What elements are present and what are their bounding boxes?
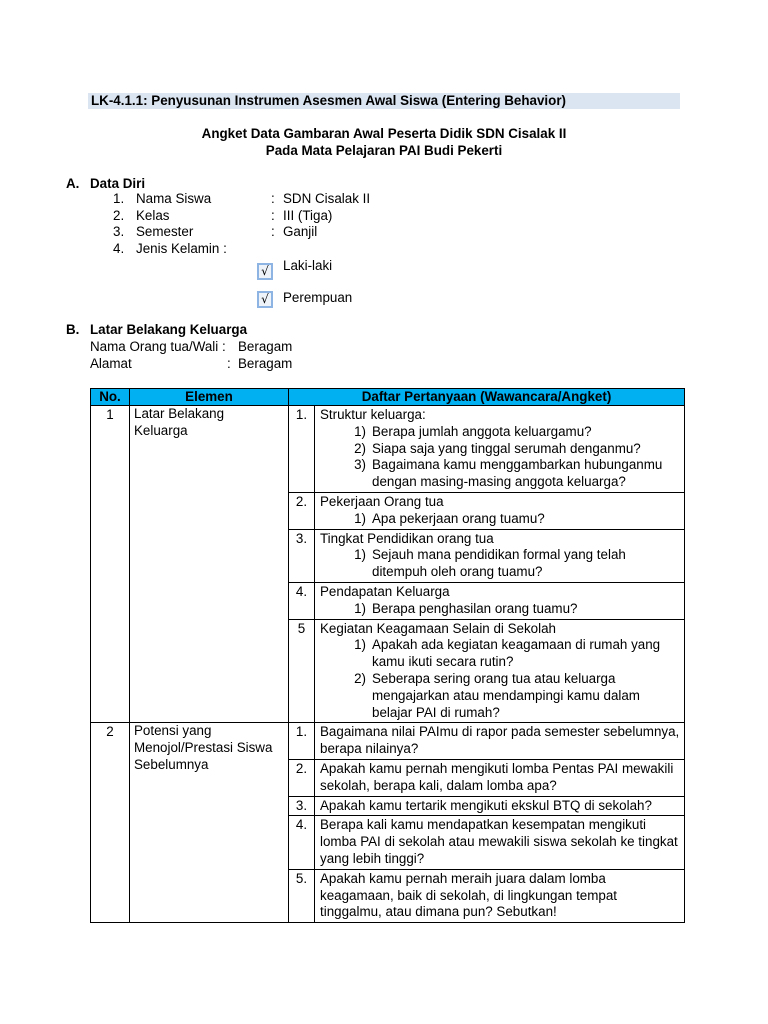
field-label-jenis-kelamin: Jenis Kelamin : [136, 241, 227, 256]
question-number: 2. [289, 492, 315, 529]
field-num: 1. [113, 191, 125, 206]
field-num: 2. [113, 208, 125, 223]
field-label-kelas: Kelas [136, 208, 170, 223]
document-code-title: LK-4.1.1: Penyusunan Instrumen Asesmen Awal Siswa (Entering Behavior) [91, 93, 566, 108]
question-number: 3. [289, 529, 315, 582]
element-cell: Latar Belakang Keluarga [130, 406, 289, 723]
question-number: 1. [289, 406, 315, 493]
question-text: Bagaimana nilai PAImu di rapor pada semester sebelumnya, berapa nilainya? [315, 723, 685, 760]
section-a-letter: A. [66, 176, 80, 191]
parent-name-label: Nama Orang tua/Wali : [90, 339, 226, 354]
sub-question: 2) Seberapa sering orang tua atau keluarga mengajarkan atau mendampingi kamu dalam belajar PAI di rumah? [354, 670, 640, 720]
field-value-nama-siswa: SDN Cisalak II [283, 191, 371, 206]
question-text: Apakah kamu tertarik mengikuti ekskul BTQ di sekolah? [315, 796, 685, 816]
field-value-semester: Ganjil [283, 224, 318, 239]
table-header-row [91, 389, 685, 406]
questionnaire-table [90, 388, 685, 923]
field-separator: : [271, 224, 275, 239]
section-b-title: Latar Belakang Keluarga [90, 322, 248, 337]
sub-question: 1) Apakah ada kegiatan keagamaan di rumah yang kamu ikuti secara rutin? [354, 637, 661, 670]
document-code-header [88, 93, 680, 109]
sub-question: 2) Siapa saja yang tinggal serumah denganmu? [354, 440, 641, 456]
field-label-nama-siswa: Nama Siswa [136, 191, 212, 206]
section-b-letter: B. [66, 322, 80, 337]
question-cell [315, 406, 685, 493]
question-text: Apakah kamu pernah mengikuti lomba Pentas PAI mewakili sekolah, berapa kali, dalam lomba apa? [315, 759, 685, 796]
question-number: 3. [289, 796, 315, 816]
sub-question: 1) Sejauh mana pendidikan formal yang telah ditempuh oleh orang tuamu? [354, 547, 626, 580]
address-label: Alamat [90, 356, 132, 371]
question-text: Struktur keluarga: [320, 407, 426, 422]
checkbox-laki-laki[interactable]: √ [257, 263, 273, 280]
question-cell [315, 619, 685, 723]
sub-question: 1) Berapa jumlah anggota keluargamu? [354, 423, 592, 439]
sub-question: 1) Berapa penghasilan orang tuamu? [354, 600, 578, 616]
address-value: Beragam [238, 356, 293, 371]
question-text: Apakah kamu pernah meraih juara dalam lomba keagamaan, baik di sekolah, di lingkungan tempat tinggalmu, atau dimana pun? Sebutkan! [315, 869, 685, 922]
parent-name-value: Beragam [238, 339, 293, 354]
table-row [91, 723, 685, 760]
address-separator: : [227, 356, 231, 371]
field-separator: : [271, 191, 275, 206]
row-number: 1 [91, 406, 130, 723]
field-num: 3. [113, 224, 125, 239]
section-a-title: Data Diri [90, 176, 146, 191]
question-number: 5. [289, 869, 315, 922]
question-number: 4. [289, 582, 315, 619]
header-no: No. [91, 389, 130, 406]
table-row [91, 406, 685, 493]
doc-title-line-2: Pada Mata Pelajaran PAI Budi Pekerti [265, 143, 503, 158]
question-cell [315, 529, 685, 582]
field-label-semester: Semester [136, 224, 194, 239]
checkbox-perempuan[interactable]: √ [257, 291, 273, 308]
question-number: 1. [289, 723, 315, 760]
question-text: Tingkat Pendidikan orang tua [320, 530, 494, 546]
field-value-kelas: III (Tiga) [283, 208, 333, 223]
option-label-laki-laki: Laki-laki [283, 258, 333, 273]
header-questions: Daftar Pertanyaan (Wawancara/Angket) [289, 389, 685, 406]
field-separator: : [271, 208, 275, 223]
question-text: Kegiatan Keagamaan Selain di Sekolah [320, 620, 556, 636]
question-text: Pendapatan Keluarga [320, 583, 450, 599]
header-element: Elemen [130, 389, 289, 406]
sub-question: 3) Bagaimana kamu menggambarkan hubunganmu dengan masing-masing anggota keluarga? [354, 457, 663, 490]
question-text: Berapa kali kamu mendapatkan kesempatan mengikuti lomba PAI di sekolah atau mewakili siswa sekolah ke tingkat yang lebih tinggi? [315, 816, 685, 869]
field-num: 4. [113, 241, 125, 256]
question-text: Pekerjaan Orang tua [320, 493, 444, 509]
question-number: 4. [289, 816, 315, 869]
element-cell: Potensi yang Menojol/Prestasi Siswa Sebelumnya [130, 723, 289, 923]
question-number: 2. [289, 759, 315, 796]
question-number: 5 [289, 619, 315, 723]
question-cell [315, 582, 685, 619]
question-cell [315, 492, 685, 529]
sub-question: 1) Apa pekerjaan orang tuamu? [354, 510, 545, 526]
option-label-perempuan: Perempuan [283, 290, 353, 305]
doc-title-line-1: Angket Data Gambaran Awal Peserta Didik SDN Cisalak II [201, 126, 567, 141]
row-number: 2 [91, 723, 130, 923]
